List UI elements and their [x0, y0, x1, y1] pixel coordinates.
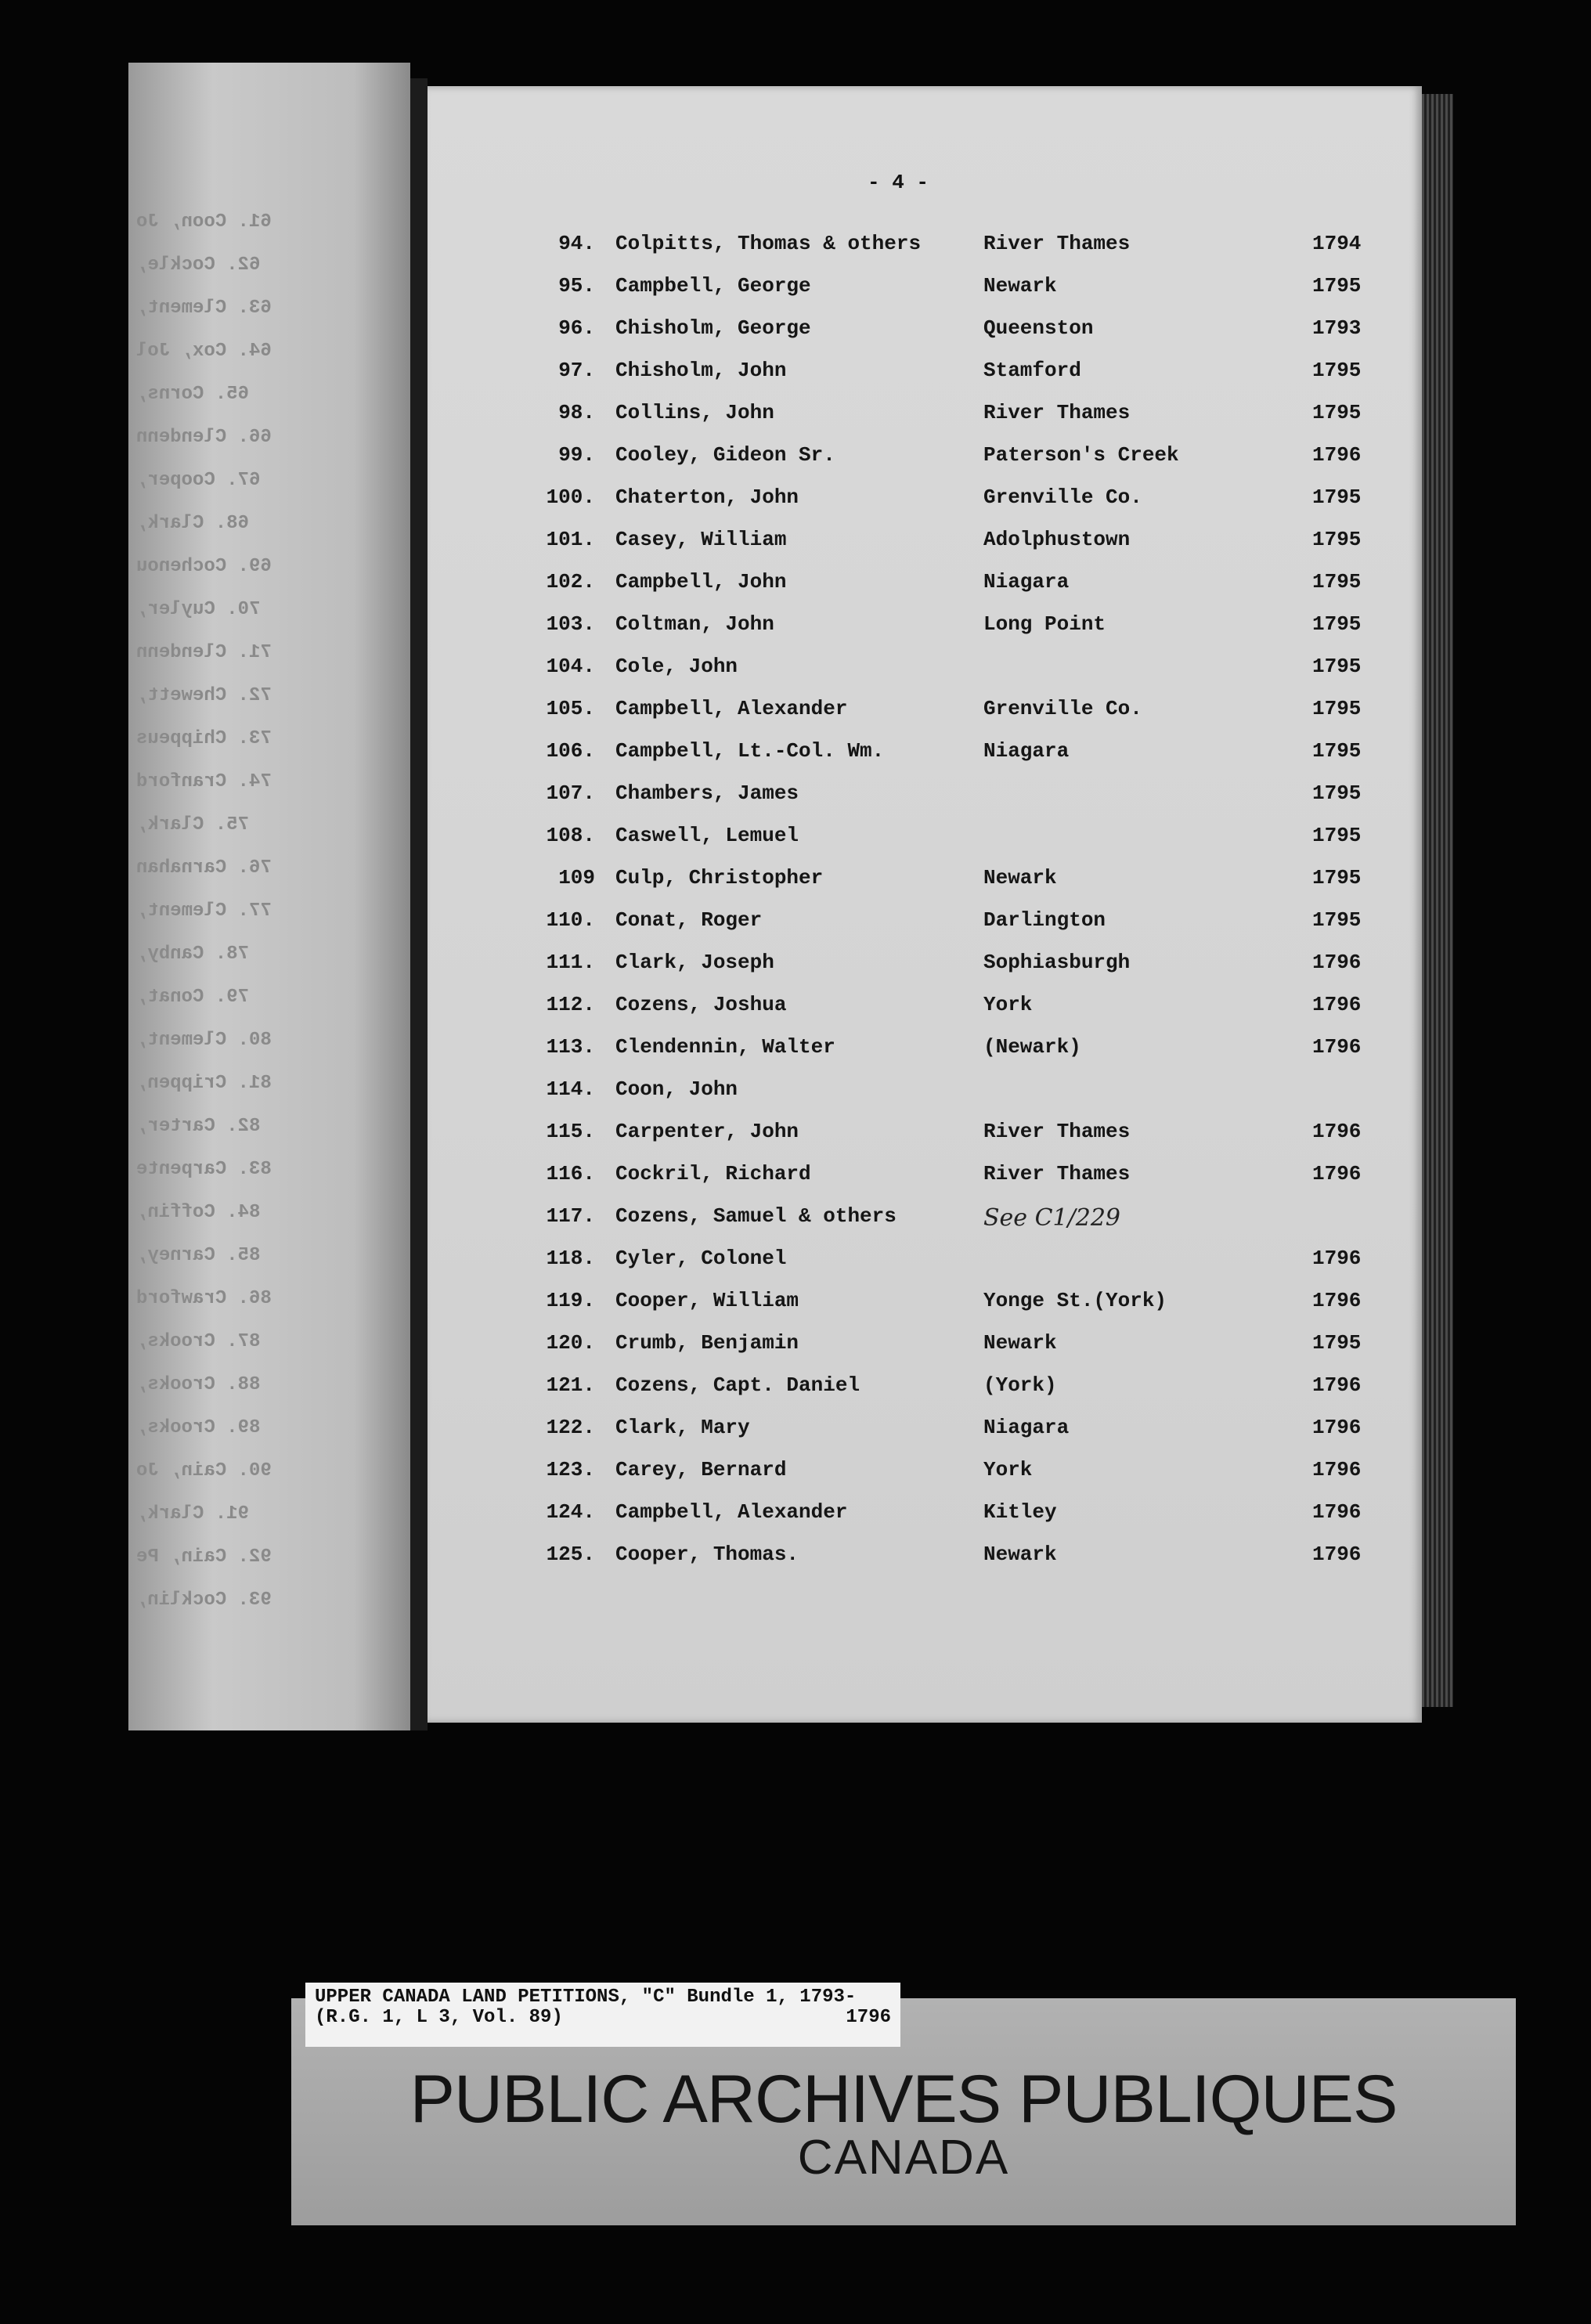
- bleed-through-text: 82. Carter,: [136, 1116, 261, 1137]
- petitioner-name: Clark, Mary: [615, 1416, 750, 1439]
- petitioner-name: Campbell, Alexander: [615, 697, 848, 720]
- bleed-through-text: 84. Coffin,: [136, 1202, 261, 1223]
- petition-row: [428, 951, 1422, 982]
- petition-number: 109: [558, 866, 595, 890]
- petition-year: 1796: [1312, 1247, 1362, 1270]
- petition-row: [428, 781, 1422, 813]
- petition-row: [428, 359, 1422, 390]
- petitioner-name: Cooley, Gideon Sr.: [615, 443, 835, 467]
- petitioner-name: Cyler, Colonel: [615, 1247, 787, 1270]
- archive-subtitle: CANADA: [797, 2131, 1010, 2185]
- bleed-through-text: 93. Cocklin,: [136, 1590, 272, 1611]
- petition-location: Niagara: [983, 570, 1070, 594]
- petition-year: 1795: [1312, 359, 1362, 382]
- petition-number: 106.: [546, 739, 595, 763]
- petition-number: 119.: [546, 1289, 595, 1312]
- bleed-through-text: 67. Cooper,: [136, 470, 261, 491]
- petitioner-name: Conat, Roger: [615, 908, 763, 932]
- petitioner-name: Carpenter, John: [615, 1120, 799, 1143]
- petition-number: 105.: [546, 697, 595, 720]
- petition-year: 1795: [1312, 528, 1362, 551]
- collection-label-line2: (R.G. 1, L 3, Vol. 89): [315, 2007, 563, 2028]
- bleed-through-text: 89. Crooks,: [136, 1417, 261, 1438]
- petition-location: Grenville Co.: [983, 697, 1142, 720]
- bleed-through-text: 78. Canby,: [136, 944, 250, 965]
- petition-number: 113.: [546, 1035, 595, 1059]
- petition-row: [428, 908, 1422, 940]
- petitioner-name: Cooper, William: [615, 1289, 799, 1312]
- bleed-through-text: 77. Clement,: [136, 900, 272, 922]
- petition-location: Niagara: [983, 1416, 1070, 1439]
- petition-year: 1796: [1312, 1289, 1362, 1312]
- bleed-through-text: 87. Crooks,: [136, 1331, 261, 1352]
- petitioner-name: Coon, John: [615, 1077, 738, 1101]
- petition-year: 1795: [1312, 570, 1362, 594]
- document-page: [428, 86, 1422, 1723]
- bleed-through-text: 63. Clement,: [136, 298, 272, 319]
- bleed-through-text: 81. Crippen,: [136, 1073, 272, 1094]
- petition-number: 120.: [546, 1331, 595, 1355]
- petition-location: River Thames: [983, 1120, 1131, 1143]
- petition-year: 1796: [1312, 1458, 1362, 1481]
- bleed-through-text: 71. Clendenn: [136, 642, 272, 663]
- petition-year: 1795: [1312, 908, 1362, 932]
- petition-location: Sophiasburgh: [983, 951, 1131, 974]
- petition-year: 1796: [1312, 993, 1362, 1016]
- bleed-through-text: 75. Clark,: [136, 814, 250, 835]
- petition-row: [428, 443, 1422, 475]
- petitioner-name: Collins, John: [615, 401, 774, 424]
- petitioner-name: Clark, Joseph: [615, 951, 774, 974]
- petitioner-name: Colpitts, Thomas & others: [615, 232, 922, 255]
- petition-number: 98.: [558, 401, 595, 424]
- petition-number: 104.: [546, 655, 595, 678]
- petitioner-name: Cozens, Joshua: [615, 993, 787, 1016]
- petition-row: [428, 1289, 1422, 1320]
- bleed-through-text: 62. Cockle,: [136, 254, 261, 276]
- petition-location: Yonge St.(York): [983, 1289, 1167, 1312]
- petition-row: [428, 739, 1422, 770]
- petition-number: 118.: [546, 1247, 595, 1270]
- petition-year: 1796: [1312, 443, 1362, 467]
- petition-row: [428, 1120, 1422, 1151]
- petition-number: 102.: [546, 570, 595, 594]
- petitioner-name: Cooper, Thomas.: [615, 1543, 799, 1566]
- petition-row: [428, 824, 1422, 855]
- petitioner-name: Campbell, John: [615, 570, 787, 594]
- petition-location: River Thames: [983, 232, 1131, 255]
- petition-location: Niagara: [983, 739, 1070, 763]
- petition-year: 1795: [1312, 739, 1362, 763]
- petition-year: 1796: [1312, 1035, 1362, 1059]
- petition-row: [428, 1035, 1422, 1066]
- petitioner-name: Campbell, Lt.-Col. Wm.: [615, 739, 885, 763]
- bleed-through-text: 73. Chippeus: [136, 728, 272, 749]
- petitioner-name: Culp, Christopher: [615, 866, 824, 890]
- bleed-through-text: 85. Carney,: [136, 1245, 261, 1266]
- petitioner-name: Cozens, Capt. Daniel: [615, 1373, 860, 1397]
- petition-row: [428, 401, 1422, 432]
- petition-location: Adolphustown: [983, 528, 1131, 551]
- petition-number: 103.: [546, 612, 595, 636]
- petition-location: River Thames: [983, 1162, 1131, 1185]
- bleed-through-text: 79. Conat,: [136, 987, 250, 1008]
- petition-year: 1795: [1312, 612, 1362, 636]
- petitioner-name: Casey, William: [615, 528, 787, 551]
- petition-number: 122.: [546, 1416, 595, 1439]
- bleed-through-text: 72. Chewett,: [136, 685, 272, 706]
- petitioner-name: Coltman, John: [615, 612, 774, 636]
- petition-number: 101.: [546, 528, 595, 551]
- collection-label: [305, 1983, 900, 2047]
- petition-year: 1796: [1312, 1543, 1362, 1566]
- petition-location: York: [983, 993, 1033, 1016]
- petition-row: [428, 1543, 1422, 1574]
- petition-row: [428, 1500, 1422, 1532]
- bleed-through-text: 68. Clark,: [136, 513, 250, 534]
- petition-row: [428, 1077, 1422, 1109]
- page-number: - 4 -: [868, 171, 929, 194]
- petition-row: [428, 993, 1422, 1024]
- petition-row: [428, 697, 1422, 728]
- bleed-through-text: 80. Clement,: [136, 1030, 272, 1051]
- petitioner-name: Cole, John: [615, 655, 738, 678]
- petition-year: 1795: [1312, 824, 1362, 847]
- petitioner-name: Crumb, Benjamin: [615, 1331, 799, 1355]
- petition-year: 1795: [1312, 781, 1362, 805]
- petition-number: 97.: [558, 359, 595, 382]
- petition-row: [428, 528, 1422, 559]
- bleed-through-text: 92. Cain, Pe: [136, 1546, 272, 1568]
- petition-row: [428, 1458, 1422, 1489]
- petition-row: [428, 1247, 1422, 1278]
- facing-page: [128, 63, 410, 1730]
- collection-label-year-end: 1796: [846, 2007, 891, 2028]
- petition-location: Paterson's Creek: [983, 443, 1179, 467]
- petition-number: 123.: [546, 1458, 595, 1481]
- petition-row: [428, 655, 1422, 686]
- petitioner-name: Cozens, Samuel & others: [615, 1204, 897, 1228]
- petitioner-name: Cockril, Richard: [615, 1162, 811, 1185]
- petition-number: 111.: [546, 951, 595, 974]
- petitioner-name: Chaterton, John: [615, 485, 799, 509]
- petition-location: See C1/229: [983, 1204, 1121, 1232]
- bleed-through-text: 83. Carpente: [136, 1159, 272, 1180]
- petition-location: (York): [983, 1373, 1057, 1397]
- bleed-through-text: 74. Cranford: [136, 771, 272, 792]
- petition-row: [428, 570, 1422, 601]
- petition-location: Stamford: [983, 359, 1081, 382]
- petition-year: 1796: [1312, 951, 1362, 974]
- petitioner-name: Chambers, James: [615, 781, 799, 805]
- bleed-through-text: 66. Clendenn: [136, 427, 272, 448]
- petition-year: 1796: [1312, 1373, 1362, 1397]
- bleed-through-text: 90. Cain, Jo: [136, 1460, 272, 1481]
- petition-row: [428, 866, 1422, 897]
- petitioner-name: Chisholm, George: [615, 316, 811, 340]
- petitioner-name: Campbell, George: [615, 274, 811, 298]
- petition-number: 121.: [546, 1373, 595, 1397]
- bleed-through-text: 61. Coon, Jo: [136, 211, 272, 233]
- petition-year: 1796: [1312, 1162, 1362, 1185]
- petition-row: [428, 1331, 1422, 1362]
- petition-year: 1796: [1312, 1500, 1362, 1524]
- petitioner-name: Clendennin, Walter: [615, 1035, 835, 1059]
- petition-number: 100.: [546, 485, 595, 509]
- collection-label-line1: UPPER CANADA LAND PETITIONS, "C" Bundle 1, 1793-: [315, 1987, 857, 2008]
- petition-number: 99.: [558, 443, 595, 467]
- petition-number: 96.: [558, 316, 595, 340]
- petition-number: 124.: [546, 1500, 595, 1524]
- petition-row: [428, 612, 1422, 644]
- petition-location: Long Point: [983, 612, 1106, 636]
- petition-row: [428, 1373, 1422, 1405]
- petition-number: 114.: [546, 1077, 595, 1101]
- petition-number: 112.: [546, 993, 595, 1016]
- petition-location: Darlington: [983, 908, 1106, 932]
- petition-row: [428, 1416, 1422, 1447]
- petition-number: 95.: [558, 274, 595, 298]
- petition-location: (Newark): [983, 1035, 1081, 1059]
- bleed-through-text: 88. Crooks,: [136, 1374, 261, 1395]
- petition-number: 110.: [546, 908, 595, 932]
- petition-location: Newark: [983, 274, 1057, 298]
- petition-number: 125.: [546, 1543, 595, 1566]
- petition-location: Newark: [983, 1543, 1057, 1566]
- page-stack-edge: [1422, 94, 1453, 1707]
- petition-location: Kitley: [983, 1500, 1057, 1524]
- petition-year: 1796: [1312, 1416, 1362, 1439]
- petition-year: 1795: [1312, 401, 1362, 424]
- petition-location: Newark: [983, 866, 1057, 890]
- bleed-through-text: 76. Carnahan: [136, 857, 272, 879]
- petition-year: 1795: [1312, 655, 1362, 678]
- petitioner-name: Campbell, Alexander: [615, 1500, 848, 1524]
- petition-year: 1796: [1312, 1120, 1362, 1143]
- archive-title: PUBLIC ARCHIVES PUBLIQUES: [409, 2062, 1398, 2137]
- bleed-through-text: 91. Clark,: [136, 1503, 250, 1525]
- petition-row: [428, 1162, 1422, 1193]
- petition-location: York: [983, 1458, 1033, 1481]
- petition-number: 108.: [546, 824, 595, 847]
- petition-year: 1795: [1312, 485, 1362, 509]
- petition-location: Queenston: [983, 316, 1094, 340]
- petitioner-name: Chisholm, John: [615, 359, 787, 382]
- petition-year: 1795: [1312, 866, 1362, 890]
- petitioner-name: Caswell, Lemuel: [615, 824, 799, 847]
- petition-row: [428, 316, 1422, 348]
- petition-number: 117.: [546, 1204, 595, 1228]
- petition-row: [428, 1204, 1422, 1236]
- petition-row: [428, 274, 1422, 305]
- petition-row: [428, 232, 1422, 263]
- petitioner-name: Carey, Bernard: [615, 1458, 787, 1481]
- bleed-through-text: 69. Cochenou: [136, 556, 272, 577]
- petition-number: 94.: [558, 232, 595, 255]
- petition-location: River Thames: [983, 401, 1131, 424]
- petition-row: [428, 485, 1422, 517]
- petition-year: 1795: [1312, 1331, 1362, 1355]
- petition-year: 1795: [1312, 697, 1362, 720]
- book-gutter: [410, 78, 428, 1730]
- bleed-through-text: 65. Corns,: [136, 384, 250, 405]
- petition-number: 116.: [546, 1162, 595, 1185]
- bleed-through-text: 86. Crawford: [136, 1288, 272, 1309]
- petition-location: Grenville Co.: [983, 485, 1142, 509]
- petition-year: 1794: [1312, 232, 1362, 255]
- petition-location: Newark: [983, 1331, 1057, 1355]
- bleed-through-text: 70. Cuyler,: [136, 599, 261, 620]
- petition-year: 1795: [1312, 274, 1362, 298]
- petition-year: 1793: [1312, 316, 1362, 340]
- petition-number: 107.: [546, 781, 595, 805]
- bleed-through-text: 64. Cox, Jol: [136, 341, 272, 362]
- petition-number: 115.: [546, 1120, 595, 1143]
